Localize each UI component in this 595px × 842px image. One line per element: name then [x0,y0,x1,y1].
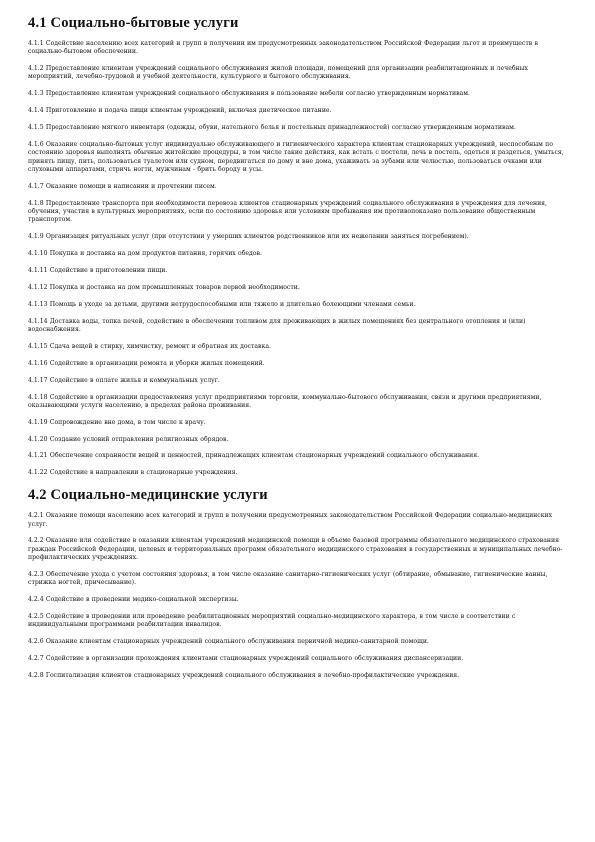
list-item: 4.1.5 Предоставление мягкого инвентаря (одежды, обуви, нательного белья и постельных принадлежностей) согласно утвержденным нормативам. [28,124,516,132]
list-item: 4.1.20 Создание условий отправления религиозных обрядов. [28,435,229,443]
list-item: 4.1.3 Предоставление клиентам учреждений социального обслуживания в пользование мебели согласно утвержденным нормативам. [28,90,470,98]
list-item: 4.1.10 Покупка и доставка на дом продуктов питания, горячих обедов. [28,250,262,258]
list-item: 4.2.1 Оказание помощи населению всех категорий и групп в получении предусмотренных законодательством Российской Федерации социально-медицинских услуг. [28,512,553,528]
list-item: 4.1.22 Содействие в направлении в стационарные учреждения. [28,469,238,477]
section-social-medical [28,512,567,680]
list-item: 4.2.8 Госпитализация клиентов стационарных учреждений социального обслуживания в лечебно-профилактические учреждения. [28,671,460,679]
list-item: 4.1.12 Покупка и доставка на дом промышленных товаров первой необходимости. [28,283,300,291]
section-title-social-household: 4.1 Социально-бытовые услуги [28,15,239,31]
section-social-household [28,40,567,478]
list-item: 4.1.8 Предоставление транспорта при необходимости перевоза клиентов стационарных учреждений социального обслуживания в учреждения для лечения, обучения, участия в культурных мероприятиях, если по состоянию здоровья или условиям пребывания им противопоказано пользование общественным транспортом. [28,199,548,224]
list-item: 4.1.17 Содействие в оплате жилья и коммунальных услуг. [28,376,220,384]
section-title-social-medical: 4.2 Социально-медицинские услуги [28,487,268,504]
list-item: 4.1.19 Сопровождение вне дома, в том числе к врачу. [28,418,206,426]
list-item: 4.1.16 Содействие в организации ремонта и уборки жилых помещений. [28,359,265,367]
list-item: 4.1.21 Обеспечение сохранности вещей и ценностей, принадлежащих клиентам стационарных учреждений социального обслуживания. [28,452,480,460]
list-item: 4.1.14 Доставка воды, топка печей, содействие в обеспечении топливом для проживающих в жилых помещениях без центрального отопления и (или) водоснабжения. [28,317,526,333]
list-item: 4.1.15 Сдача вещей в стирку, химчистку, ремонт и обратная их доставка. [28,342,271,350]
list-item: 4.1.18 Содействие в организации предоставления услуг предприятиями торговли, коммунально-бытового обслуживания, связи и другими предприятиями, оказывающими услуги населению, в пределах района проживания. [28,393,542,409]
list-item: 4.1.2 Предоставление клиентам учреждений социального обслуживания жилой площади, помещений для организации реабилитационных и лечебных мероприятий, лечебно-трудовой и учебной деятельности, культурного и бытового обслуживания. [28,65,528,81]
list-item: 4.1.4 Приготовление и подача пищи клиентам учреждений, включая диетическое питание. [28,107,332,115]
list-item: 4.2.4 Содействие в проведении медико-социальной экспертизы. [28,596,239,604]
list-item: 4.1.11 Содействие в приготовлении пищи. [28,266,168,274]
list-item: 4.1.1 Содействие населению всех категорий и групп в получении им предусмотренных законодательством Российской Федерации льгот и преимуществ в социально-бытовом обеспечении. [28,40,538,56]
list-item: 4.1.7 Оказание помощи в написании и прочтении писем. [28,182,217,190]
list-item: 4.2.3 Обеспечение ухода с учетом состояния здоровья, в том числе оказание санитарно-гигиенических услуг (обтирание, обмывание, гигиенические ванны, стрижка ногтей, причесывание). [28,570,548,587]
list-item: 4.1.13 Помощь в уходе за детьми, другими нетрудоспособными или тяжело и длительно болеющими членами семьи. [28,300,416,308]
list-item: 4.1.6 Оказание социально-бытовых услуг индивидуально обслуживающего и гигиенического характера клиентам стационарных учреждений, неспособным по состоянию здоровья выполнять обычные житейские процедуры, в том числе такие действия, как встать с постели, лечь в постель, одеться и раздеться, умыться, принять пищу, пить, пользоваться туалетом или судном, передвигаться по дому и вне дома, ухаживать за зубами или челюстью, пользоваться очками или слуховыми аппаратами, стричь ногти, мужчинам - брить бороду и усы. [28,141,564,173]
list-item: 4.2.2 Оказание или содействие в оказании клиентам учреждений медицинской помощи в объеме базовой программы обязательного медицинского страхования граждан Российской Федерации, целевых и территориальных программ обязательного медицинского страхования в государственных и муниципальных лечебно-профилактических учреждениях. [28,537,563,562]
list-item: 4.2.6 Оказание клиентам стационарных учреждений социального обслуживания первичной медико-санитарной помощи. [28,638,429,646]
list-item: 4.2.5 Содействие в проведении или проведение реабилитационных мероприятий социально-медицинского характера, в том числе в соответствии с индивидуальными программами реабилитации инвалидов. [28,613,516,629]
list-item: 4.1.9 Организация ритуальных услуг (при отсутствии у умерших клиентов родственников или их нежелании заняться погребением). [28,233,469,241]
list-item: 4.2.7 Содействие в организации прохождения клиентами стационарных учреждений социального обслуживания диспансеризации. [28,655,464,663]
